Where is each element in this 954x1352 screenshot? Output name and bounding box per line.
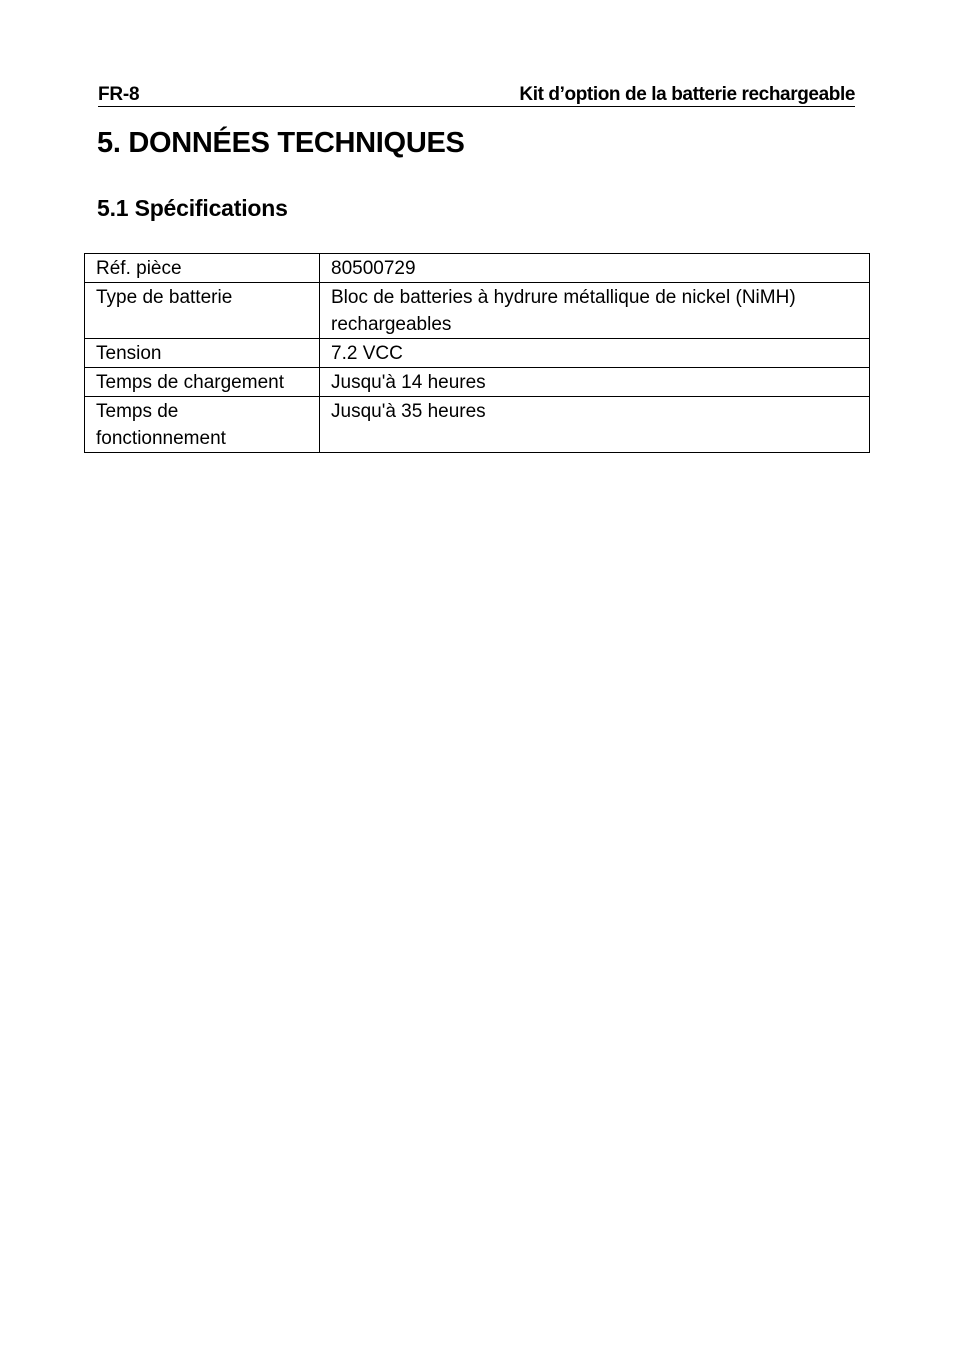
spec-label: Tension [85, 339, 320, 368]
spec-value: 7.2 VCC [320, 339, 870, 368]
table-row [85, 397, 870, 453]
page-number: FR-8 [98, 84, 140, 105]
table-row [85, 368, 870, 397]
spec-label: Temps de chargement [85, 368, 320, 397]
spec-value: Bloc de batteries à hydrure métallique de nickel (NiMH) rechargeables [320, 283, 870, 339]
table-row [85, 339, 870, 368]
spec-value: Jusqu'à 14 heures [320, 368, 870, 397]
spec-label: Réf. pièce [85, 254, 320, 283]
specifications-table [84, 253, 870, 453]
page-header [98, 84, 855, 107]
section-heading: 5. DONNÉES TECHNIQUES [97, 127, 465, 159]
table-row [85, 283, 870, 339]
spec-label: Type de batterie [85, 283, 320, 339]
table-row [85, 254, 870, 283]
subsection-heading: 5.1 Spécifications [97, 195, 288, 221]
spec-value: 80500729 [320, 254, 870, 283]
spec-label: Temps de fonctionnement [85, 397, 320, 453]
document-title: Kit d’option de la batterie rechargeable [519, 84, 855, 105]
spec-value: Jusqu'à 35 heures [320, 397, 870, 453]
